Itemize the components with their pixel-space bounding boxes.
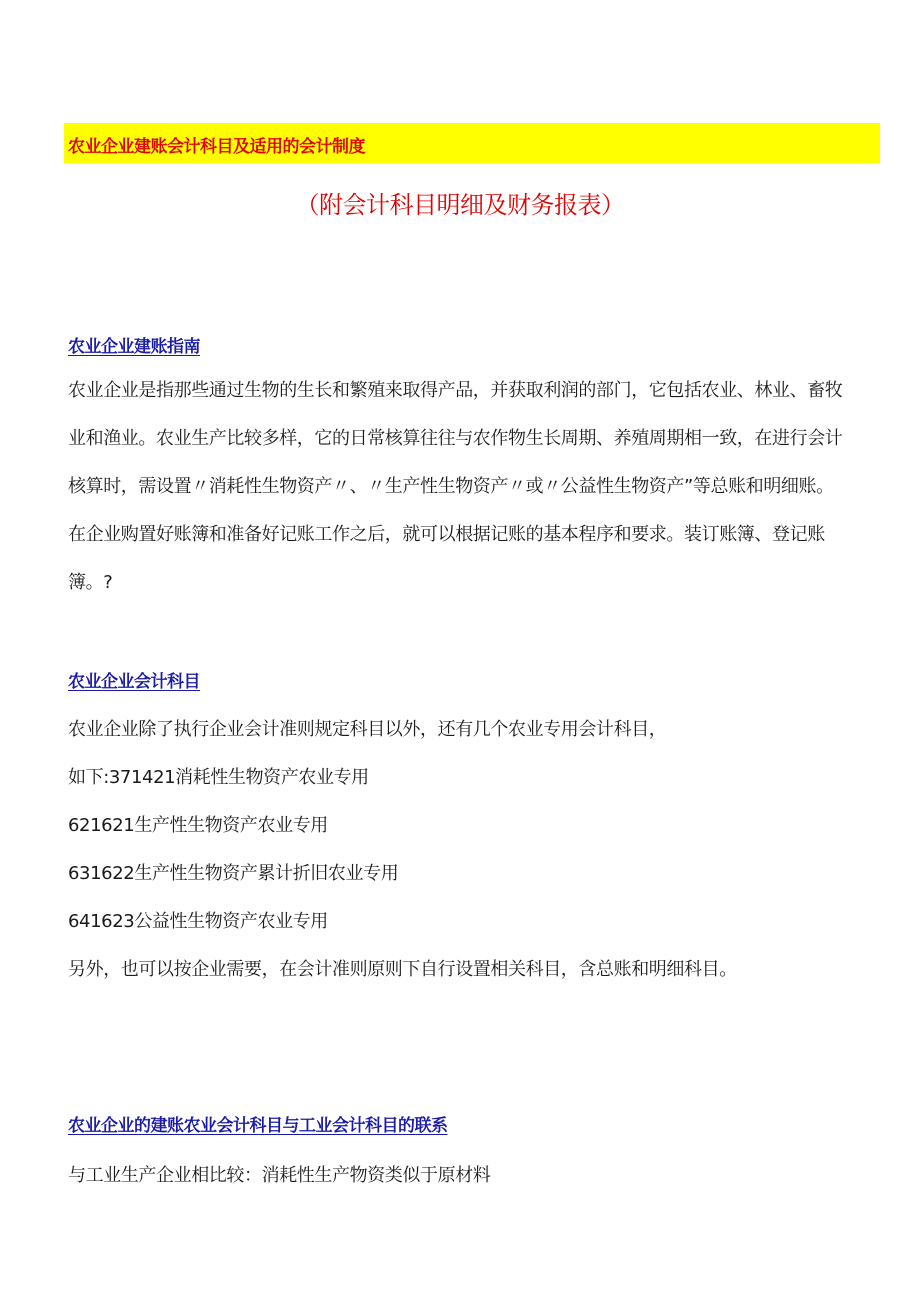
section-heading-bookkeeping-guide[interactable]: 农业企业建账指南 <box>68 337 200 357</box>
document-title: 农业企业建账会计科目及适用的会计制度 <box>68 137 365 157</box>
text-line: 641623公益性生物资产农业专用 <box>68 911 328 932</box>
paragraph-line: 在企业购置好账簿和准备好记账工作之后，就可以根据记账的基本程序和要求。装订账簿、登记账 <box>68 524 825 545</box>
text-line: 另外，也可以按企业需要，在会计准则原则下自行设置相关科目，含总账和明细科目。 <box>68 959 737 980</box>
paragraph-line: 簿。? <box>68 572 113 593</box>
text-line: 621621生产性生物资产农业专用 <box>68 815 328 836</box>
paragraph-line: 核算时，需设置〃消耗性生物资产〃、〃生产性生物资产〃或〃公益性生物资产”等总账和明细账。 <box>68 476 834 497</box>
text-line: 农业企业除了执行企业会计准则规定科目以外，还有几个农业专用会计科目， <box>68 719 667 740</box>
text-line: 631622生产性生物资产累计折旧农业专用 <box>68 863 399 884</box>
text-line: 如下:371421消耗性生物资产农业专用 <box>68 767 369 788</box>
section-heading-accounting-subjects[interactable]: 农业企业会计科目 <box>68 672 200 692</box>
bookkeeping-guide-paragraph <box>68 374 884 614</box>
title-highlight-bar <box>64 123 880 163</box>
document-subtitle: （附会计科目明细及财务报表） <box>295 191 625 219</box>
paragraph-line: 农业企业是指那些通过生物的生长和繁殖来取得产品，并获取利润的部门，它包括农业、林业、畜牧 <box>68 380 843 401</box>
section-heading-agri-vs-industrial[interactable]: 农业企业的建账农业会计科目与工业会计科目的联系 <box>68 1116 448 1136</box>
paragraph-line: 业和渔业。农业生产比较多样，它的日常核算往往与农作物生长周期、养殖周期相一致，在进行会计 <box>68 428 843 449</box>
text-line: 与工业生产企业相比较：消耗性生产物资类似于原材料 <box>68 1165 491 1186</box>
